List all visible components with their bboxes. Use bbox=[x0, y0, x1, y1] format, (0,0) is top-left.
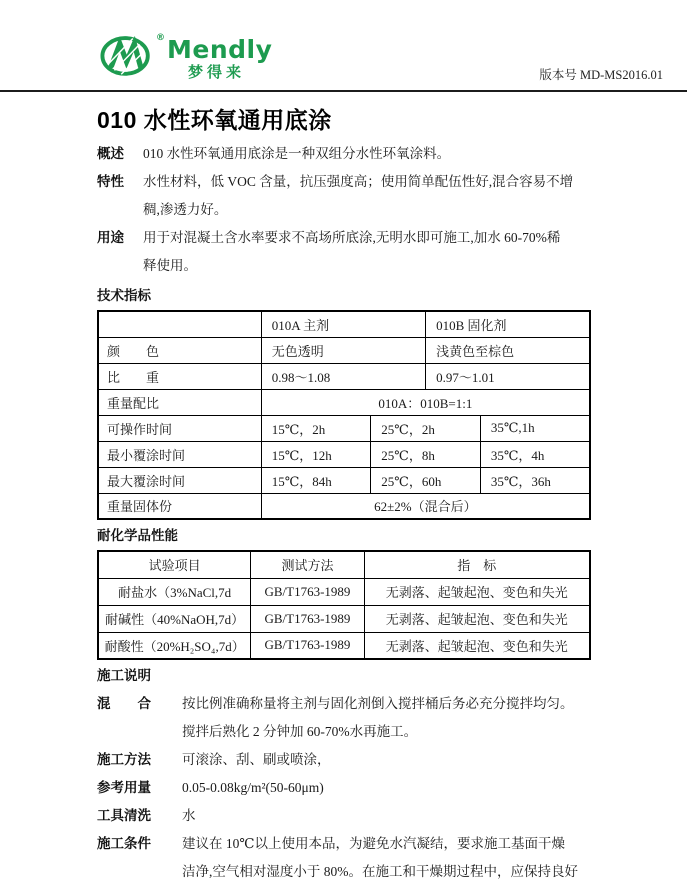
table-cell: GB/T1763-1989 bbox=[251, 605, 364, 632]
mendly-logo-icon bbox=[100, 31, 156, 77]
text-line: 0.05-0.08kg/m²(50-60μm) bbox=[182, 780, 324, 795]
text-line: 水性材料，低 VOC 含量，抗压强度高；使用简单配伍性好,混合容易不增 bbox=[143, 174, 574, 189]
brand-name-en: Mendly bbox=[167, 35, 273, 64]
table-cell: 耐酸性（20%H₂SO₄,7d） bbox=[98, 632, 251, 659]
features-row bbox=[97, 168, 591, 224]
table-cell: 最大覆涂时间 bbox=[98, 467, 261, 493]
conditions-row bbox=[97, 830, 591, 886]
table-cell: 测试方法 bbox=[251, 551, 364, 578]
table-row bbox=[98, 551, 590, 578]
table-row bbox=[98, 578, 590, 605]
table-row bbox=[98, 337, 590, 363]
features-text bbox=[143, 168, 573, 224]
table-row bbox=[98, 605, 590, 632]
table-cell: 无剥落、起皱起泡、变色和失光 bbox=[364, 578, 590, 605]
table-cell: 15℃，2h bbox=[261, 415, 371, 441]
table-cell: 重量固体份 bbox=[98, 493, 261, 519]
table-cell: 15℃，84h bbox=[261, 467, 371, 493]
tech-specs-heading: 技术指标 bbox=[97, 288, 151, 303]
table-cell: 0.98～1.08 bbox=[261, 363, 425, 389]
text-line: 释使用。 bbox=[143, 258, 197, 273]
table-cell: 15℃，12h bbox=[261, 441, 371, 467]
table-cell: 010B 固化剂 bbox=[426, 311, 590, 337]
application-method-text bbox=[182, 746, 331, 774]
table-cell: 耐盐水（3%NaCl,7d bbox=[98, 578, 251, 605]
table-cell: 无剥落、起皱起泡、变色和失光 bbox=[364, 605, 590, 632]
text-line: 按比例准确称量将主剂与固化剂倒入搅拌桶后务必充分搅拌均匀。 bbox=[182, 696, 574, 711]
table-cell: 010A：010B=1:1 bbox=[261, 389, 590, 415]
brand-wordmark bbox=[167, 37, 272, 80]
brand-name-cn: 梦得来 bbox=[188, 63, 246, 81]
table-row bbox=[98, 363, 590, 389]
application-method-label: 施工方法 bbox=[97, 752, 151, 767]
document-body bbox=[0, 102, 687, 886]
text-line: 可滚涂、刮、刷或喷涂， bbox=[182, 752, 331, 767]
table-cell: 35℃，36h bbox=[480, 467, 590, 493]
tool-cleaning-row bbox=[97, 802, 591, 830]
construction-heading: 施工说明 bbox=[97, 668, 151, 683]
table-cell: 无剥落、起皱起泡、变色和失光 bbox=[364, 632, 590, 659]
table-cell: GB/T1763-1989 bbox=[251, 578, 364, 605]
table-cell: 35℃，4h bbox=[480, 441, 590, 467]
application-method-row bbox=[97, 746, 591, 774]
table-row bbox=[98, 389, 590, 415]
features-label: 特性 bbox=[97, 174, 124, 189]
table-row bbox=[98, 493, 590, 519]
usage-label: 用途 bbox=[97, 230, 124, 245]
coverage-text bbox=[182, 774, 324, 802]
conditions-label: 施工条件 bbox=[97, 836, 151, 851]
text-line: 建议在 10℃以上使用本品，为避免水汽凝结，要求施工基面干燥 bbox=[182, 836, 565, 851]
table-cell: 重量配比 bbox=[98, 389, 261, 415]
registered-trademark-icon: ® bbox=[156, 33, 165, 43]
conditions-text bbox=[182, 830, 578, 886]
table-cell: 试验项目 bbox=[98, 551, 251, 578]
text-line: 用于对混凝土含水率要求不高场所底涂,无明水即可施工,加水 60-70%稀 bbox=[143, 230, 561, 245]
table-cell: 25℃，60h bbox=[371, 467, 481, 493]
usage-text bbox=[143, 224, 560, 280]
overview-row bbox=[97, 140, 591, 168]
version-label: 版本号 MD-MS2016.01 bbox=[539, 68, 663, 82]
chem-resistance-heading: 耐化学品性能 bbox=[97, 528, 178, 543]
tool-cleaning-label: 工具清洗 bbox=[97, 808, 151, 823]
mixing-row bbox=[97, 690, 591, 746]
overview-label: 概述 bbox=[97, 146, 124, 161]
text-line: 水 bbox=[182, 808, 196, 823]
table-row bbox=[98, 441, 590, 467]
table-row bbox=[98, 311, 590, 337]
table-cell: 35℃,1h bbox=[480, 415, 590, 441]
table-cell: 25℃，2h bbox=[371, 415, 481, 441]
text-line: 搅拌后熟化 2 分钟加 60-70%水再施工。 bbox=[182, 724, 418, 739]
overview-text bbox=[143, 140, 450, 168]
table-row bbox=[98, 467, 590, 493]
tool-cleaning-text bbox=[182, 802, 196, 830]
chemical-resistance-table bbox=[97, 550, 591, 660]
coverage-label: 参考用量 bbox=[97, 780, 151, 795]
table-cell: 比 重 bbox=[98, 363, 261, 389]
table-cell: 耐碱性（40%NaOH,7d） bbox=[98, 605, 251, 632]
table-cell: 无色透明 bbox=[261, 337, 425, 363]
page-header bbox=[0, 0, 687, 92]
text-line: 洁净,空气相对湿度小于 80%。在施工和干燥期过程中，应保持良好 bbox=[182, 864, 578, 879]
table-cell: 010A 主剂 bbox=[261, 311, 425, 337]
table-row bbox=[98, 632, 590, 659]
table-cell: 颜 色 bbox=[98, 337, 261, 363]
table-cell: 最小覆涂时间 bbox=[98, 441, 261, 467]
table-cell: 浅黄色至棕色 bbox=[426, 337, 590, 363]
header-divider bbox=[0, 90, 687, 92]
table-cell: 0.97～1.01 bbox=[426, 363, 590, 389]
mixing-label: 混 合 bbox=[97, 696, 151, 711]
table-cell bbox=[98, 311, 261, 337]
table-cell: 62±2%（混合后） bbox=[261, 493, 590, 519]
text-line: 稠,渗透力好。 bbox=[143, 202, 228, 217]
technical-specs-table bbox=[97, 310, 591, 520]
table-cell: 25℃，8h bbox=[371, 441, 481, 467]
table-cell: GB/T1763-1989 bbox=[251, 632, 364, 659]
mixing-text bbox=[182, 690, 574, 746]
text-line: 010 水性环氧通用底涂是一种双组分水性环氧涂料。 bbox=[143, 146, 451, 161]
brand-logo bbox=[100, 31, 272, 80]
table-row bbox=[98, 415, 590, 441]
table-cell: 指 标 bbox=[364, 551, 590, 578]
page-title: 010 水性环氧通用底涂 bbox=[97, 107, 332, 133]
coverage-row bbox=[97, 774, 591, 802]
usage-row bbox=[97, 224, 591, 280]
table-cell: 可操作时间 bbox=[98, 415, 261, 441]
